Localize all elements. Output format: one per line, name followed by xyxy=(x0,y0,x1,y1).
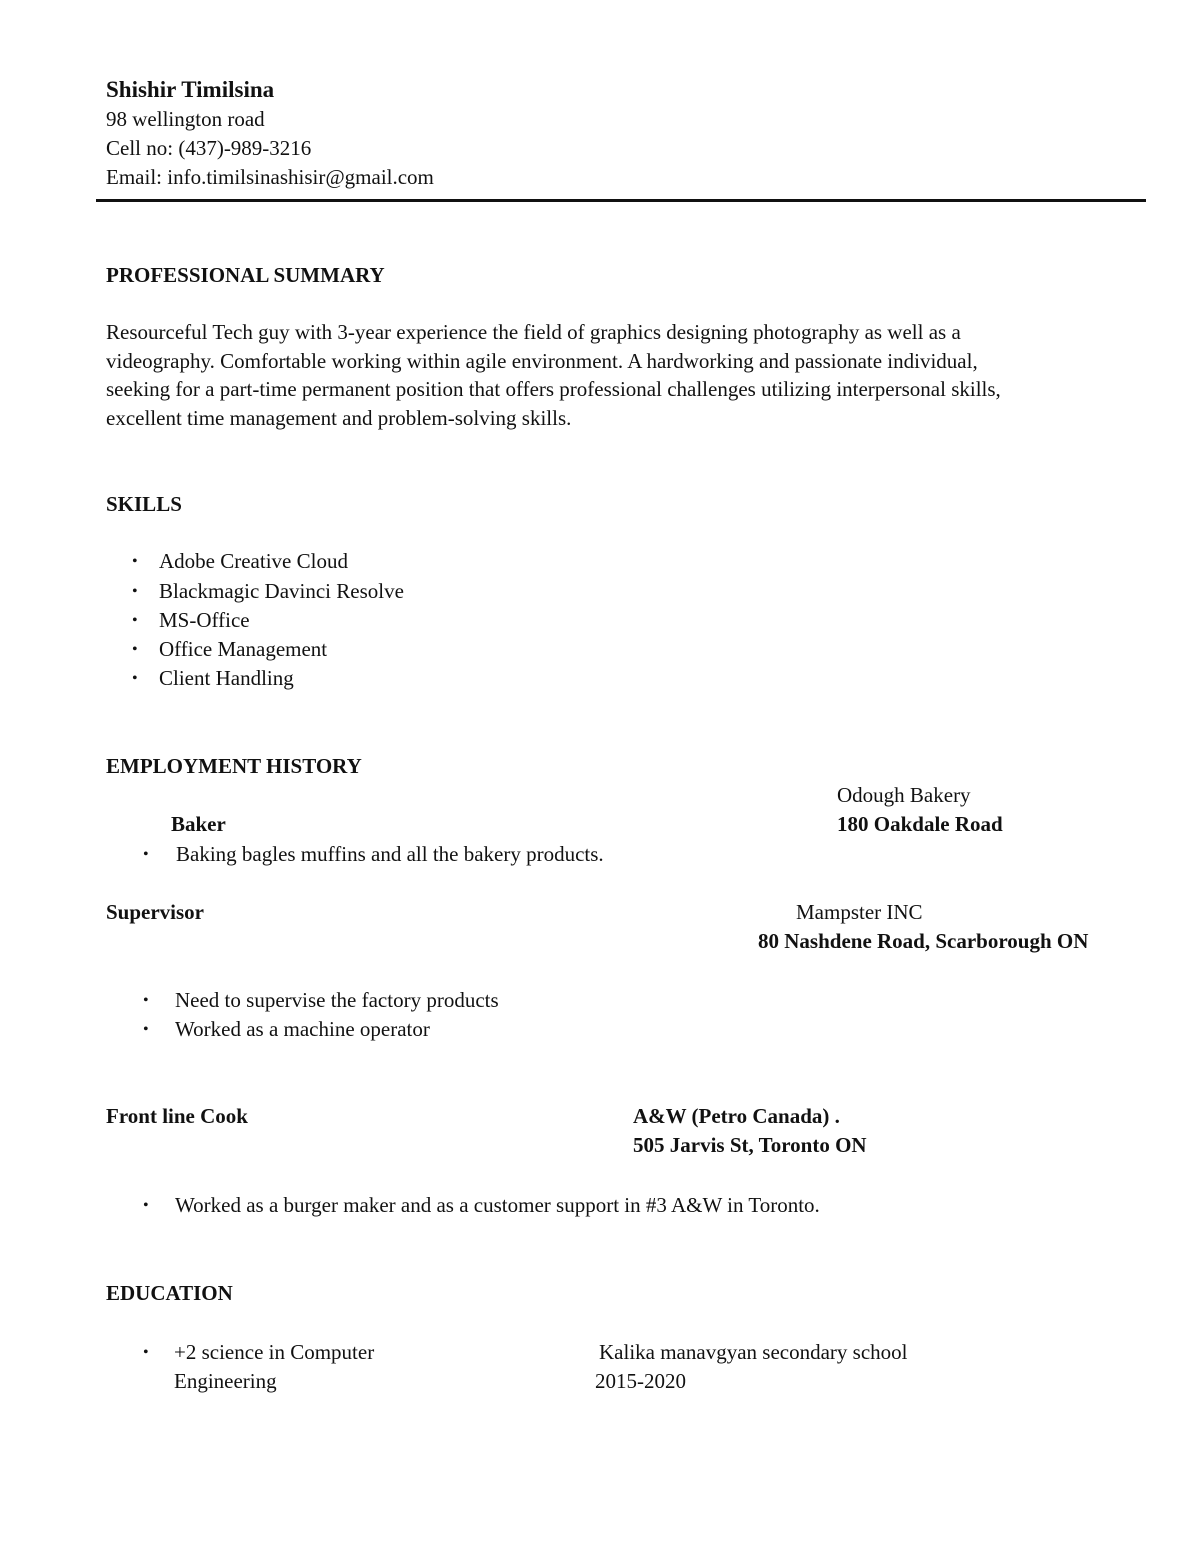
summary-heading: PROFESSIONAL SUMMARY xyxy=(106,263,385,287)
bullet: • xyxy=(143,1021,149,1038)
job-title: Front line Cook xyxy=(106,1104,248,1128)
summary-line: videography. Comfortable working within agile environment. A hardworking and passionate individual, xyxy=(106,348,978,373)
job-duty: Worked as a machine operator xyxy=(175,1017,430,1041)
job-company: Mampster INC xyxy=(796,900,923,924)
bullet: • xyxy=(132,583,138,600)
summary-line: Resourceful Tech guy with 3-year experience the field of graphics designing photography as well as a xyxy=(106,320,961,344)
cell-text: Cell no: (437)-989-3216 xyxy=(106,136,312,160)
job-title: Baker xyxy=(171,812,226,836)
bullet: • xyxy=(143,1197,149,1214)
job-address: 80 Nashdene Road, Scarborough ON xyxy=(758,929,1089,953)
bullet: • xyxy=(143,992,149,1009)
job-duty: Worked as a burger maker and as a customer support in #3 A&W in Toronto. xyxy=(175,1193,820,1217)
bullet: • xyxy=(143,1344,149,1361)
skill-item: Blackmagic Davinci Resolve xyxy=(159,579,404,603)
bullet: • xyxy=(132,612,138,629)
education-heading: EDUCATION xyxy=(106,1281,233,1305)
summary-line: excellent time management and problem-solving skills. xyxy=(106,405,572,430)
candidate-name: Shishir Timilsina xyxy=(106,77,275,102)
address-text: 98 wellington road xyxy=(106,107,265,131)
skill-item: Adobe Creative Cloud xyxy=(159,549,348,573)
employment-heading: EMPLOYMENT HISTORY xyxy=(106,754,362,778)
bullet: • xyxy=(132,553,138,570)
education-school: Kalika manavgyan secondary school xyxy=(599,1340,908,1364)
skill-item: Office Management xyxy=(159,637,328,661)
job-duty: Baking bagles muffins and all the bakery products. xyxy=(176,842,604,866)
bullet: • xyxy=(132,670,138,687)
skill-item: Client Handling xyxy=(159,666,294,690)
education-years: 2015-2020 xyxy=(595,1369,686,1393)
job-company: A&W (Petro Canada) . xyxy=(633,1104,840,1128)
education-degree-cont: Engineering xyxy=(174,1369,277,1393)
summary-line: seeking for a part-time permanent position that offers professional challenges utilizing interpersonal skills, xyxy=(106,377,1001,401)
job-duty: Need to supervise the factory products xyxy=(175,988,499,1012)
header-divider xyxy=(96,199,1146,202)
job-address: 180 Oakdale Road xyxy=(837,812,1003,836)
bullet: • xyxy=(143,846,149,863)
bullet: • xyxy=(132,641,138,658)
education-degree: +2 science in Computer xyxy=(174,1340,375,1364)
summary-paragraph xyxy=(106,318,1126,432)
job-company: Odough Bakery xyxy=(837,783,971,807)
job-address: 505 Jarvis St, Toronto ON xyxy=(633,1133,867,1157)
skills-heading: SKILLS xyxy=(106,492,182,516)
skill-item: MS-Office xyxy=(159,608,250,632)
job-title: Supervisor xyxy=(106,900,205,924)
email-text: Email: info.timilsinashisir@gmail.com xyxy=(106,165,434,189)
